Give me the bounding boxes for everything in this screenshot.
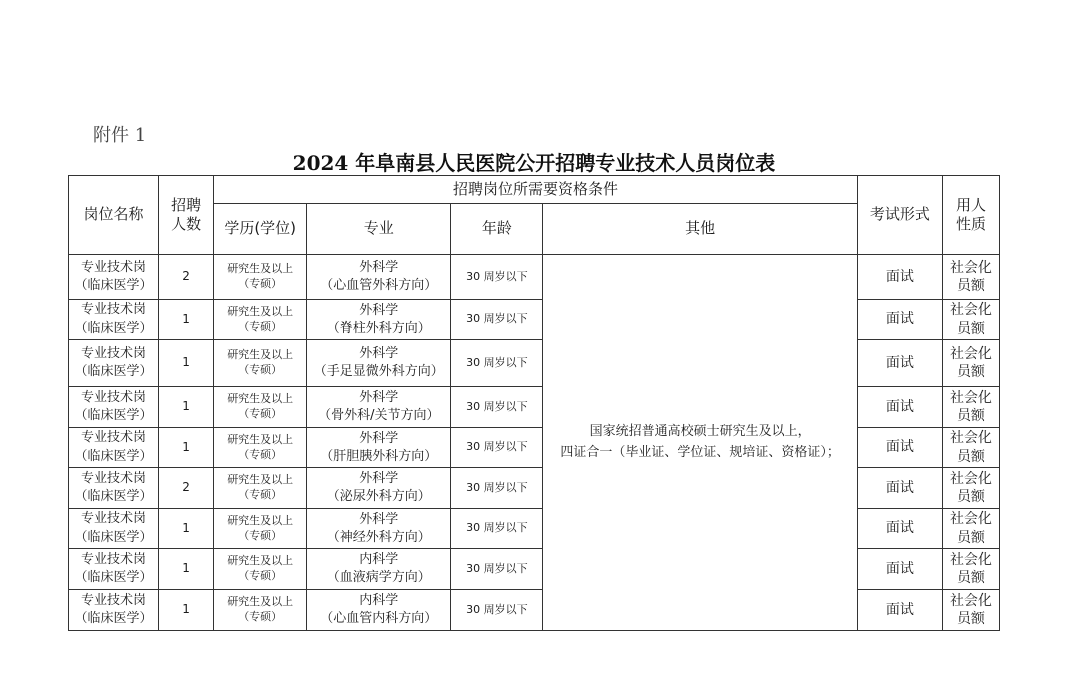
major-cell: 外科学 （神经外科方向） (307, 509, 451, 549)
nature-cell: 社会化 员额 (942, 340, 999, 387)
position-cell: 专业技术岗 （临床医学） (69, 549, 159, 590)
count-cell: 1 (159, 300, 214, 340)
other-requirements-cell: 国家统招普通高校硕士研究生及以上， 四证合一（毕业证、学位证、规培证、资格证）； (543, 255, 857, 631)
count-cell: 1 (159, 509, 214, 549)
document-title: 2024 年阜南县人民医院公开招聘专业技术人员岗位表 (292, 151, 776, 175)
exam-cell: 面试 (857, 387, 942, 428)
header-nature: 用人 性质 (942, 176, 999, 255)
table-row (69, 300, 1000, 340)
table-row (69, 340, 1000, 387)
exam-cell: 面试 (857, 549, 942, 590)
count-cell: 1 (159, 590, 214, 631)
major-cell: 内科学 （血液病学方向） (307, 549, 451, 590)
header-education: 学历(学位) (214, 204, 307, 255)
nature-cell: 社会化 员额 (942, 549, 999, 590)
age-cell: 30 周岁以下 (451, 387, 543, 428)
table-row (69, 428, 1000, 468)
exam-cell: 面试 (857, 300, 942, 340)
header-qualifications: 招聘岗位所需要资格条件 (214, 176, 858, 204)
header-age: 年龄 (451, 204, 543, 255)
education-cell: 研究生及以上 （专硕） (214, 428, 307, 468)
header-exam: 考试形式 (857, 176, 942, 255)
table-row (69, 468, 1000, 509)
count-cell: 1 (159, 428, 214, 468)
nature-cell: 社会化 员额 (942, 387, 999, 428)
education-cell: 研究生及以上 （专硕） (214, 509, 307, 549)
education-cell: 研究生及以上 （专硕） (214, 590, 307, 631)
major-cell: 外科学 （心血管外科方向） (307, 255, 451, 300)
age-cell: 30 周岁以下 (451, 340, 543, 387)
major-cell: 外科学 （泌尿外科方向） (307, 468, 451, 509)
education-cell: 研究生及以上 （专硕） (214, 549, 307, 590)
table-row (69, 255, 1000, 300)
header-position: 岗位名称 (69, 176, 159, 255)
major-cell: 外科学 （手足显微外科方向） (307, 340, 451, 387)
table-row (69, 387, 1000, 428)
count-cell: 1 (159, 387, 214, 428)
nature-cell: 社会化 员额 (942, 509, 999, 549)
position-cell: 专业技术岗 （临床医学） (69, 468, 159, 509)
nature-cell: 社会化 员额 (942, 590, 999, 631)
position-cell: 专业技术岗 （临床医学） (69, 428, 159, 468)
age-cell: 30 周岁以下 (451, 590, 543, 631)
position-cell: 专业技术岗 （临床医学） (69, 509, 159, 549)
table-row (69, 549, 1000, 590)
age-cell: 30 周岁以下 (451, 255, 543, 300)
nature-cell: 社会化 员额 (942, 255, 999, 300)
exam-cell: 面试 (857, 590, 942, 631)
count-cell: 1 (159, 340, 214, 387)
position-cell: 专业技术岗 （临床医学） (69, 255, 159, 300)
count-cell: 2 (159, 255, 214, 300)
nature-cell: 社会化 员额 (942, 428, 999, 468)
table-row (69, 509, 1000, 549)
header-other: 其他 (543, 204, 857, 255)
exam-cell: 面试 (857, 468, 942, 509)
major-cell: 外科学 （脊柱外科方向） (307, 300, 451, 340)
age-cell: 30 周岁以下 (451, 428, 543, 468)
count-cell: 1 (159, 549, 214, 590)
major-cell: 外科学 （骨外科/关节方向） (307, 387, 451, 428)
age-cell: 30 周岁以下 (451, 300, 543, 340)
position-cell: 专业技术岗 （临床医学） (69, 387, 159, 428)
education-cell: 研究生及以上 （专硕） (214, 255, 307, 300)
header-major: 专业 (307, 204, 451, 255)
count-cell: 2 (159, 468, 214, 509)
positions-table (68, 175, 1000, 631)
nature-cell: 社会化 员额 (942, 300, 999, 340)
nature-cell: 社会化 员额 (942, 468, 999, 509)
major-cell: 外科学 （肝胆胰外科方向） (307, 428, 451, 468)
position-cell: 专业技术岗 （临床医学） (69, 590, 159, 631)
header-row-1 (69, 176, 1000, 204)
age-cell: 30 周岁以下 (451, 549, 543, 590)
education-cell: 研究生及以上 （专硕） (214, 468, 307, 509)
exam-cell: 面试 (857, 340, 942, 387)
age-cell: 30 周岁以下 (451, 509, 543, 549)
exam-cell: 面试 (857, 428, 942, 468)
education-cell: 研究生及以上 （专硕） (214, 300, 307, 340)
position-cell: 专业技术岗 （临床医学） (69, 300, 159, 340)
position-cell: 专业技术岗 （临床医学） (69, 340, 159, 387)
header-count: 招聘 人数 (159, 176, 214, 255)
exam-cell: 面试 (857, 255, 942, 300)
exam-cell: 面试 (857, 509, 942, 549)
age-cell: 30 周岁以下 (451, 468, 543, 509)
education-cell: 研究生及以上 （专硕） (214, 340, 307, 387)
attachment-label: 附件 1 (93, 125, 147, 146)
table-row (69, 590, 1000, 631)
major-cell: 内科学 （心血管内科方向） (307, 590, 451, 631)
education-cell: 研究生及以上 （专硕） (214, 387, 307, 428)
